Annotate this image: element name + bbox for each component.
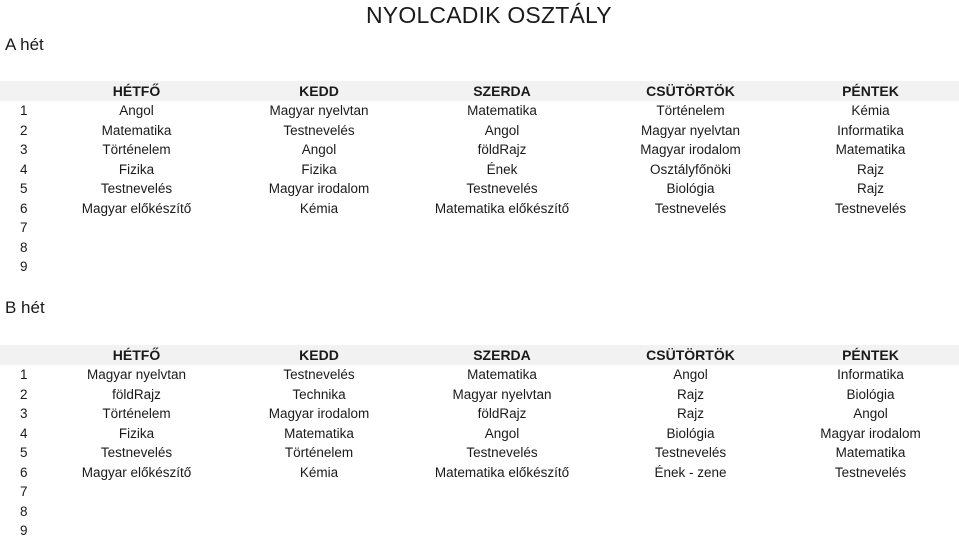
lesson-cell: Matematika xyxy=(467,367,537,383)
period-number: 8 xyxy=(20,239,28,255)
lesson-cell: Testnevelés xyxy=(100,445,173,461)
lesson-cell: Matematika xyxy=(101,122,172,138)
period-number: 6 xyxy=(20,464,28,480)
column-header: HÉTFŐ xyxy=(112,83,161,99)
lesson-cell: Angol xyxy=(673,367,708,383)
lesson-cell xyxy=(405,238,599,258)
lesson-cell xyxy=(40,521,233,541)
period-number: 7 xyxy=(20,220,28,236)
lesson-cell: Magyar nyelvtan xyxy=(86,367,187,383)
lesson-cell: Magyar előkészítő xyxy=(81,200,192,216)
lesson-cell xyxy=(782,482,959,502)
lesson-cell: Magyar irodalom xyxy=(268,406,370,422)
lesson-cell: Testnevelés xyxy=(654,200,727,216)
lesson-cell xyxy=(599,218,782,238)
lesson-cell: Testnevelés xyxy=(834,200,907,216)
lesson-cell: Matematika xyxy=(284,425,354,441)
lesson-cell xyxy=(782,238,959,258)
table-row xyxy=(0,424,959,444)
lesson-cell: Matematika előkészítő xyxy=(434,464,570,480)
lesson-cell: Testnevelés xyxy=(283,367,355,383)
table-row xyxy=(0,199,959,219)
lesson-cell: Rajz xyxy=(856,161,884,177)
lesson-cell: Fizika xyxy=(118,161,155,177)
week-b-label: B hét xyxy=(5,298,45,317)
header-row xyxy=(0,81,959,101)
lesson-cell xyxy=(405,257,599,277)
lesson-cell: Testnevelés xyxy=(283,122,355,138)
lesson-cell xyxy=(782,502,959,522)
period-number: 3 xyxy=(20,406,28,422)
lesson-cell: Magyar nyelvtan xyxy=(452,386,552,402)
lesson-cell: Rajz xyxy=(856,181,884,197)
period-number: 8 xyxy=(20,503,28,519)
lesson-cell: Magyar irodalom xyxy=(268,181,370,197)
lesson-cell: Informatika xyxy=(837,367,904,383)
lesson-cell: Testnevelés xyxy=(834,464,907,480)
lesson-cell xyxy=(405,482,599,502)
period-number: 5 xyxy=(20,445,28,461)
lesson-cell xyxy=(40,502,233,522)
week-a-label: A hét xyxy=(5,35,44,54)
lesson-cell xyxy=(40,257,233,277)
period-number: 5 xyxy=(20,181,28,197)
lesson-cell xyxy=(405,502,599,522)
period-number: 2 xyxy=(20,122,28,138)
lesson-cell xyxy=(40,218,233,238)
lesson-cell: Osztályfőnöki xyxy=(649,161,732,177)
lesson-cell xyxy=(233,238,405,258)
lesson-cell: Rajz xyxy=(676,386,704,402)
period-number: 9 xyxy=(20,523,28,539)
lesson-cell xyxy=(782,521,959,541)
column-header xyxy=(0,345,40,365)
week-a-timetable xyxy=(0,81,959,277)
header-row xyxy=(0,345,959,365)
lesson-cell: Fizika xyxy=(118,425,155,441)
lesson-cell: Angol xyxy=(484,122,520,138)
period-number: 2 xyxy=(20,386,28,402)
column-header: PÉNTEK xyxy=(842,83,899,99)
table-row xyxy=(0,218,959,238)
lesson-cell: Matematika előkészítő xyxy=(434,200,570,216)
lesson-cell xyxy=(233,502,405,522)
table-row xyxy=(0,404,959,424)
table-row xyxy=(0,101,959,121)
lesson-cell: Kémia xyxy=(299,464,339,480)
table-row xyxy=(0,179,959,199)
column-header: CSÜTÖRTÖK xyxy=(646,83,735,99)
lesson-cell: Testnevelés xyxy=(466,445,538,461)
period-number: 4 xyxy=(20,161,28,177)
column-header: HÉTFŐ xyxy=(112,347,161,363)
lesson-cell: Angol xyxy=(301,142,337,158)
lesson-cell xyxy=(599,238,782,258)
table-row xyxy=(0,365,959,385)
period-number: 3 xyxy=(20,142,28,158)
lesson-cell xyxy=(782,218,959,238)
period-number: 6 xyxy=(20,200,28,216)
lesson-cell: Történelem xyxy=(656,103,725,119)
table-row xyxy=(0,482,959,502)
lesson-cell: Matematika xyxy=(835,142,906,158)
lesson-cell xyxy=(782,257,959,277)
table-row xyxy=(0,463,959,483)
lesson-cell: Angol xyxy=(119,103,154,119)
lesson-cell xyxy=(233,257,405,277)
column-header: SZERDA xyxy=(473,83,531,99)
lesson-cell: Biológia xyxy=(666,425,715,441)
column-header: KEDD xyxy=(299,83,339,99)
lesson-cell xyxy=(405,218,599,238)
lesson-cell: Informatika xyxy=(837,122,904,138)
lesson-cell: Testnevelés xyxy=(100,181,173,197)
page-title: NYOLCADIK OSZTÁLY xyxy=(366,2,612,28)
lesson-cell xyxy=(599,482,782,502)
column-header: SZERDA xyxy=(473,347,531,363)
lesson-cell: Angol xyxy=(484,425,520,441)
table-row xyxy=(0,257,959,277)
lesson-cell xyxy=(233,521,405,541)
column-header: KEDD xyxy=(299,347,339,363)
lesson-cell xyxy=(405,521,599,541)
table-row xyxy=(0,443,959,463)
lesson-cell: Magyar irodalom xyxy=(640,142,741,158)
lesson-cell: Kémia xyxy=(851,103,890,119)
lesson-cell: Magyar előkészítő xyxy=(81,464,192,480)
lesson-cell xyxy=(599,257,782,277)
period-number: 1 xyxy=(20,103,28,119)
lesson-cell xyxy=(233,482,405,502)
lesson-cell: Fizika xyxy=(301,161,337,177)
lesson-cell xyxy=(40,238,233,258)
table-row xyxy=(0,238,959,258)
lesson-cell xyxy=(40,482,233,502)
lesson-cell: Testnevelés xyxy=(654,445,727,461)
lesson-cell: Történelem xyxy=(284,445,354,461)
lesson-cell: Matematika xyxy=(835,445,906,461)
lesson-cell xyxy=(599,502,782,522)
table-row xyxy=(0,521,959,541)
lesson-cell: Rajz xyxy=(676,406,704,422)
lesson-cell: Ének xyxy=(486,161,518,177)
lesson-cell xyxy=(233,218,405,238)
lesson-cell: Történelem xyxy=(102,142,171,158)
table-row xyxy=(0,160,959,180)
week-b-timetable xyxy=(0,345,959,541)
lesson-cell: Testnevelés xyxy=(466,181,538,197)
table-row xyxy=(0,502,959,522)
lesson-cell: Kémia xyxy=(299,200,339,216)
column-header xyxy=(0,81,40,101)
table-row xyxy=(0,385,959,405)
lesson-cell: Biológia xyxy=(666,181,715,197)
lesson-cell xyxy=(599,521,782,541)
lesson-cell: Angol xyxy=(853,406,888,422)
lesson-cell: Biológia xyxy=(846,386,895,402)
lesson-cell: Ének - zene xyxy=(654,464,727,480)
column-header: PÉNTEK xyxy=(842,347,899,363)
lesson-cell: földRajz xyxy=(112,386,161,402)
table-row xyxy=(0,121,959,141)
period-number: 7 xyxy=(20,484,28,500)
lesson-cell: Történelem xyxy=(102,406,171,422)
table-row xyxy=(0,140,959,160)
period-number: 4 xyxy=(20,425,28,441)
lesson-cell: Magyar nyelvtan xyxy=(640,122,741,138)
period-number: 1 xyxy=(20,367,28,383)
column-header: CSÜTÖRTÖK xyxy=(646,347,735,363)
lesson-cell: Matematika xyxy=(467,103,537,119)
lesson-cell: földRajz xyxy=(477,406,527,422)
period-number: 9 xyxy=(20,259,28,275)
lesson-cell: Magyar nyelvtan xyxy=(269,103,369,119)
lesson-cell: földRajz xyxy=(477,142,527,158)
lesson-cell: Magyar irodalom xyxy=(820,425,921,441)
lesson-cell: Technika xyxy=(292,386,346,402)
